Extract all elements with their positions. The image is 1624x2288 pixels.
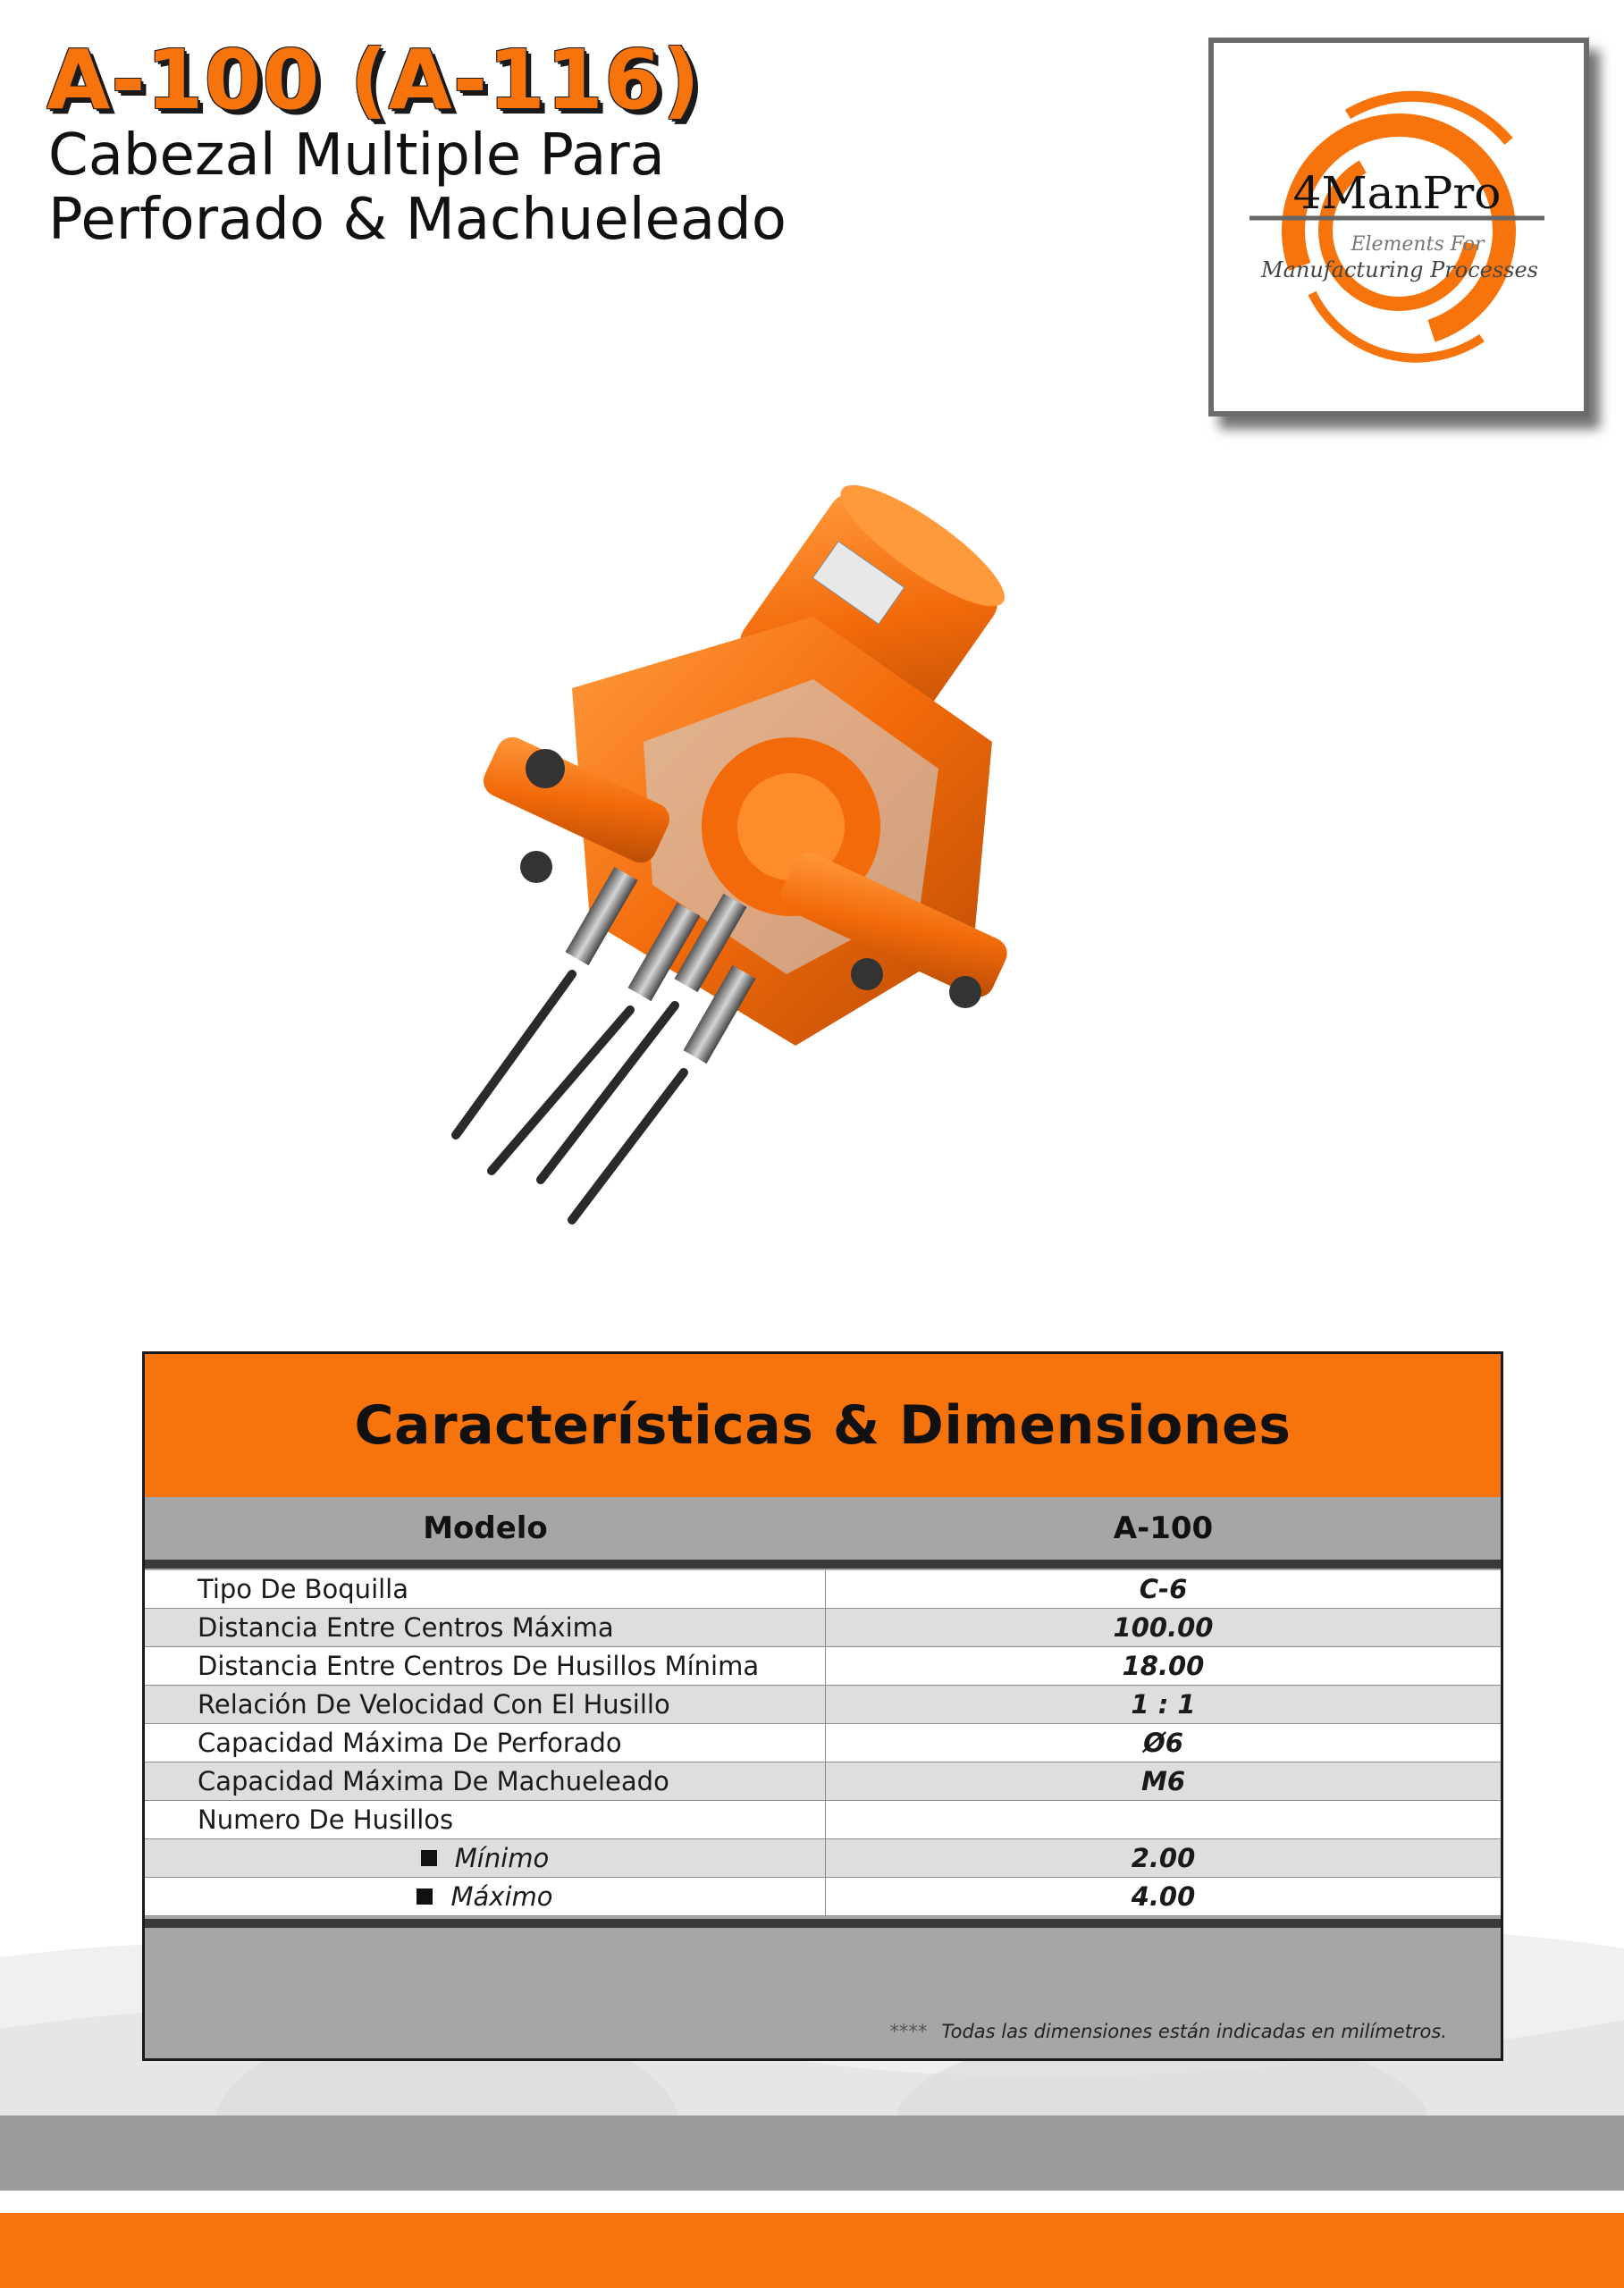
multi-spindle-head-image (438, 474, 1117, 1242)
logo-mark-icon (1214, 43, 1584, 411)
row-value (826, 1801, 1501, 1838)
table-row (145, 1801, 1501, 1839)
product-title: A-100 (A-116) (46, 32, 701, 128)
svg-text:4ManPro: 4ManPro (1292, 167, 1502, 219)
row-label: Capacidad Máxima De Machueleado (145, 1762, 826, 1800)
row-label-text: Máximo (450, 1881, 553, 1912)
product-subtitle-line2: Perforado & Machueleado (48, 187, 787, 253)
row-label: Capacidad Máxima De Perforado (145, 1724, 826, 1762)
svg-text:Manufacturing Processes: Manufacturing Processes (1261, 257, 1538, 282)
model-label: Modelo (423, 1510, 548, 1546)
brand-logo (1208, 38, 1589, 416)
row-label-text: Mínimo (454, 1843, 550, 1873)
table-row (145, 1762, 1501, 1801)
row-label-sub (145, 1839, 826, 1877)
table-row (145, 1609, 1501, 1647)
svg-text:Elements For: Elements For (1351, 233, 1485, 256)
table-row (145, 1724, 1501, 1762)
row-label: Relación De Velocidad Con El Husillo (145, 1686, 826, 1723)
footer-band-orange (0, 2213, 1624, 2288)
row-value: M6 (1140, 1766, 1186, 1796)
square-bullet-icon (421, 1850, 437, 1866)
table-row (145, 1686, 1501, 1724)
row-label: Numero De Husillos (145, 1801, 826, 1838)
spec-table-title: Características & Dimensiones (354, 1394, 1292, 1457)
spec-rows (145, 1570, 1501, 1916)
row-value: 4.00 (1131, 1881, 1196, 1912)
row-label: Distancia Entre Centros Máxima (145, 1609, 826, 1646)
table-row (145, 1647, 1501, 1686)
table-row (145, 1878, 1501, 1916)
model-header-row (145, 1497, 1501, 1560)
table-row (145, 1839, 1501, 1878)
model-value: A-100 (1113, 1510, 1214, 1546)
table-row (145, 1570, 1501, 1609)
footnote (889, 2021, 1447, 2042)
table-divider (145, 1919, 1501, 1928)
row-value: Ø6 (1143, 1728, 1183, 1758)
row-value: 1 : 1 (1131, 1689, 1196, 1720)
square-bullet-icon (417, 1888, 433, 1905)
table-divider (145, 1560, 1501, 1569)
row-label-sub (145, 1878, 826, 1915)
row-label: Tipo De Boquilla (145, 1570, 826, 1608)
row-label: Distancia Entre Centros De Husillos Mínima (145, 1647, 826, 1685)
footnote-text: Todas las dimensiones están indicadas en milímetros. (941, 2021, 1447, 2042)
row-value: 100.00 (1113, 1612, 1214, 1643)
row-value: C-6 (1139, 1574, 1188, 1604)
row-value: 18.00 (1122, 1651, 1205, 1681)
spec-table-header (145, 1354, 1501, 1497)
product-subtitle-line1: Cabezal Multiple Para (48, 122, 665, 189)
specifications-table (142, 1351, 1503, 2061)
row-value: 2.00 (1131, 1843, 1196, 1873)
footer-band-gray (0, 2116, 1624, 2191)
footnote-marker: **** (889, 2021, 928, 2042)
